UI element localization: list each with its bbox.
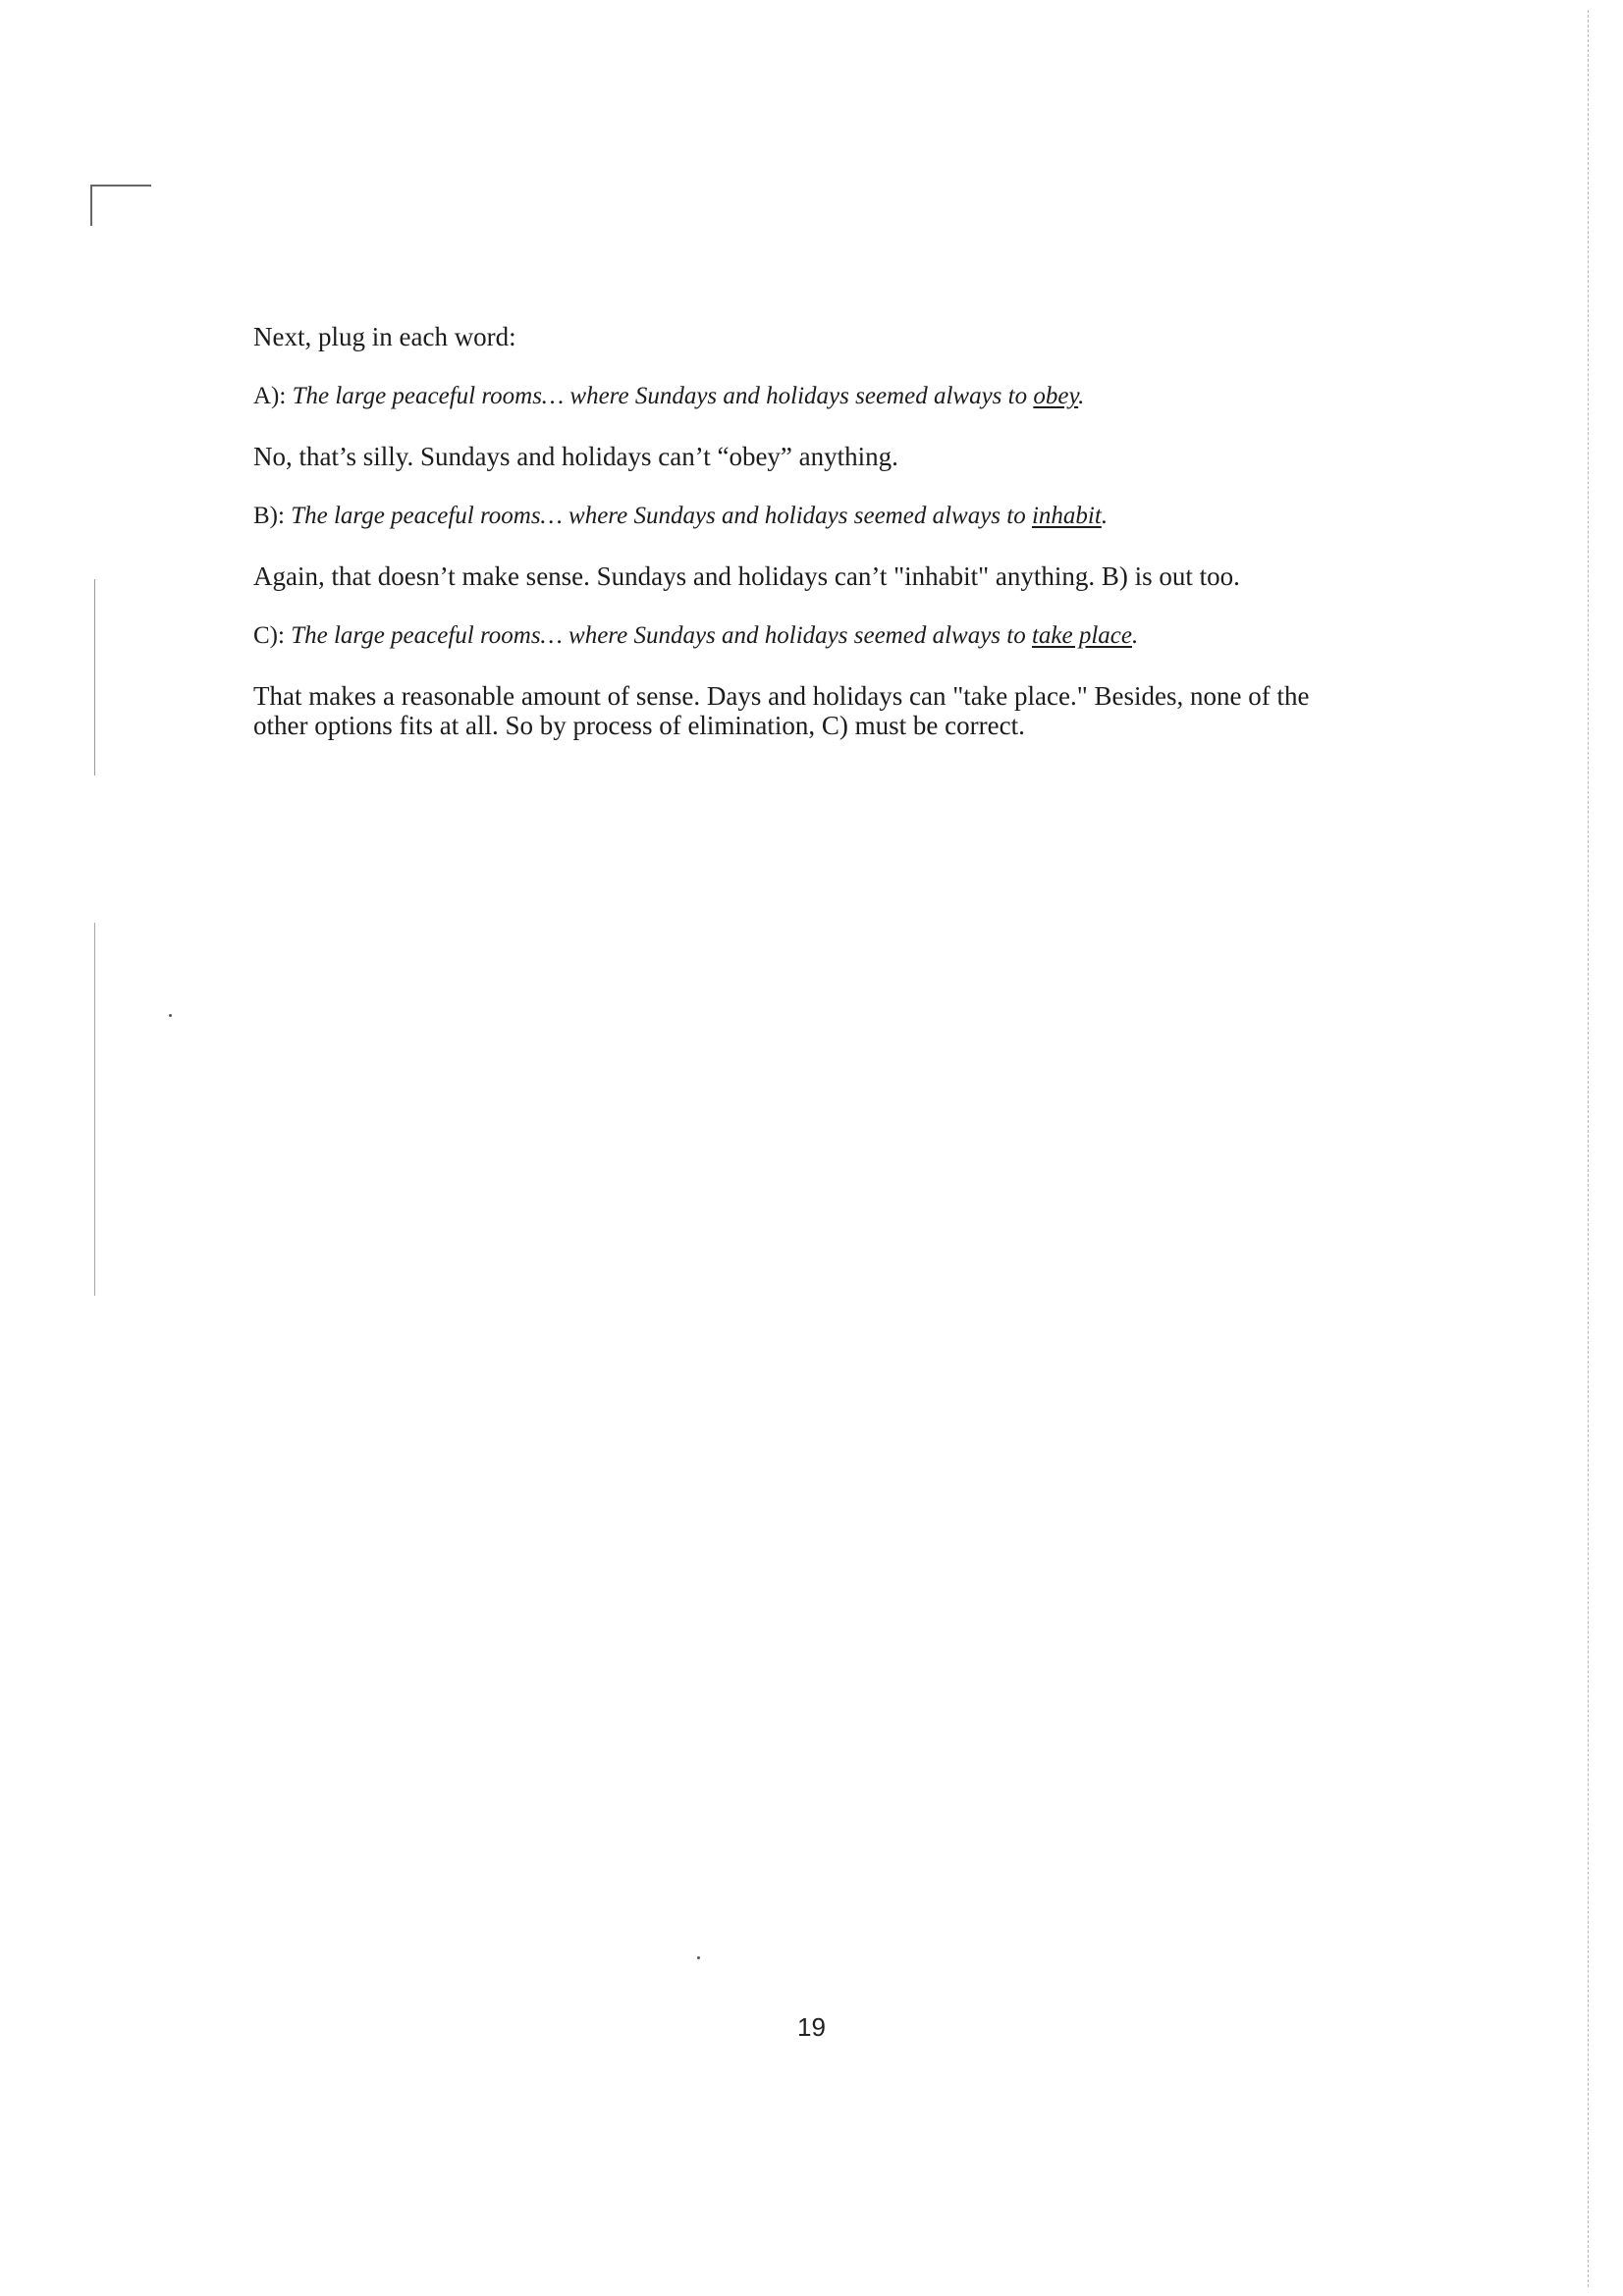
scan-edge-line (94, 923, 95, 1296)
option-trailing: . (1101, 503, 1109, 529)
option-answer: inhabit (1031, 503, 1102, 529)
option-quote: The large peaceful rooms… where Sundays and holidays seemed always to (291, 503, 1026, 529)
crop-mark (90, 185, 151, 226)
scan-edge-line (1588, 10, 1589, 2287)
option-a-comment: No, that’s silly. Sundays and holidays can’t “obey” anything. (253, 442, 898, 471)
option-b-example (253, 502, 1353, 531)
option-quote: The large peaceful rooms… where Sundays and holidays seemed always to (292, 383, 1028, 409)
option-trailing: . (1132, 622, 1139, 649)
option-answer: obey (1033, 383, 1079, 409)
scan-speck (169, 1014, 172, 1017)
option-quote: The large peaceful rooms… where Sundays and holidays seemed always to (291, 622, 1026, 649)
scan-edge-line (94, 579, 95, 775)
option-label: A): (253, 383, 287, 409)
option-a-example (253, 382, 1353, 411)
page-number: 19 (797, 2012, 826, 2042)
scan-speck (697, 1956, 700, 1959)
option-label: C): (253, 622, 285, 649)
option-b-comment: Again, that doesn’t make sense. Sundays and holidays can’t "inhabit" anything. B) is out too. (253, 561, 1240, 591)
body-text (253, 322, 1353, 771)
option-label: B): (253, 503, 285, 529)
option-trailing: . (1078, 383, 1085, 409)
option-c-example (253, 621, 1353, 651)
conclusion-paragraph: That makes a reasonable amount of sense. Days and holidays can "take place." Besides, none of the other options fits at all. So by process of elimination, C) must be correct. (253, 681, 1310, 740)
option-answer: take place (1031, 622, 1132, 649)
intro-paragraph: Next, plug in each word: (253, 322, 516, 351)
